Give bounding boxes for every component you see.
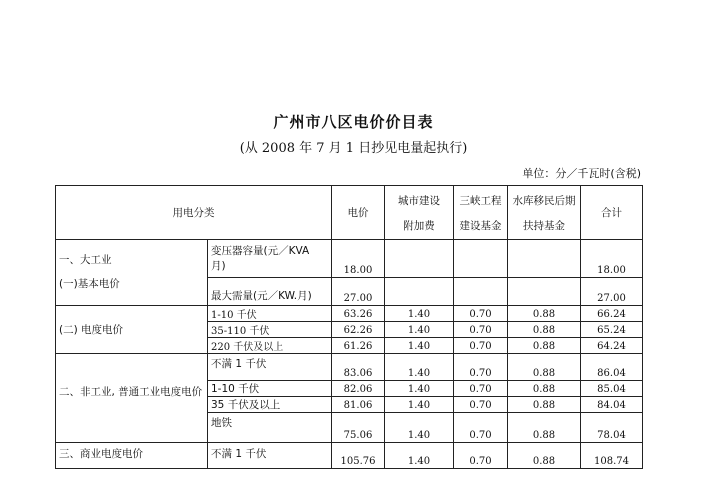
cell-price: 81.06 bbox=[332, 397, 385, 413]
cell-reservoir: 0.88 bbox=[508, 306, 581, 322]
table-row bbox=[56, 306, 643, 322]
cell-city-fee bbox=[385, 278, 454, 306]
row-sub-line2: 月) bbox=[211, 259, 226, 272]
section-energy-price: (二) 电度电价 bbox=[56, 306, 208, 354]
cell-price: 82.06 bbox=[332, 381, 385, 397]
cell-total: 66.24 bbox=[581, 306, 643, 322]
cell-price: 83.06 bbox=[332, 354, 385, 381]
header-city-fee bbox=[385, 186, 454, 240]
cell-reservoir: 0.88 bbox=[508, 381, 581, 397]
cell-city-fee: 1.40 bbox=[385, 443, 454, 469]
cell-city-fee: 1.40 bbox=[385, 397, 454, 413]
cell-reservoir bbox=[508, 278, 581, 306]
cell-city-fee: 1.40 bbox=[385, 381, 454, 397]
header-total: 合计 bbox=[581, 186, 643, 240]
header-three-gorges bbox=[454, 186, 508, 240]
table-row bbox=[56, 443, 643, 469]
cell-three-gorges: 0.70 bbox=[454, 397, 508, 413]
cell-total: 65.24 bbox=[581, 322, 643, 338]
section-large-industry bbox=[56, 240, 208, 306]
price-table bbox=[55, 185, 643, 469]
cell-total: 78.04 bbox=[581, 413, 643, 443]
row-sub-label: 不满 1 千伏 bbox=[208, 354, 332, 381]
cell-three-gorges bbox=[454, 278, 508, 306]
cell-price: 27.00 bbox=[332, 278, 385, 306]
cell-total: 18.00 bbox=[581, 240, 643, 278]
cell-price: 61.26 bbox=[332, 338, 385, 354]
row-sub-line1: 变压器容量(元／KVA bbox=[211, 244, 310, 257]
header-three-gorges-line1: 三峡工程 bbox=[459, 194, 502, 207]
document-subtitle: (从 2008 年 7 月 1 日抄见电量起执行) bbox=[239, 141, 468, 156]
cell-three-gorges: 0.70 bbox=[454, 443, 508, 469]
header-city-fee-line2: 附加费 bbox=[403, 219, 435, 232]
cell-total: 108.74 bbox=[581, 443, 643, 469]
cell-total: 64.24 bbox=[581, 338, 643, 354]
cell-three-gorges: 0.70 bbox=[454, 413, 508, 443]
cell-total: 86.04 bbox=[581, 354, 643, 381]
cell-price: 62.26 bbox=[332, 322, 385, 338]
table-row bbox=[56, 240, 643, 278]
table-row bbox=[56, 354, 643, 381]
header-price: 电价 bbox=[332, 186, 385, 240]
row-sub-label: 1-10 千伏 bbox=[208, 306, 332, 322]
section-commercial: 三、商业电度电价 bbox=[56, 443, 208, 469]
cell-city-fee: 1.40 bbox=[385, 306, 454, 322]
cell-three-gorges: 0.70 bbox=[454, 322, 508, 338]
cell-three-gorges: 0.70 bbox=[454, 381, 508, 397]
cell-reservoir: 0.88 bbox=[508, 354, 581, 381]
row-sub-label: 35 千伏及以上 bbox=[208, 397, 332, 413]
row-sub-label: 1-10 千伏 bbox=[208, 381, 332, 397]
cell-city-fee: 1.40 bbox=[385, 354, 454, 381]
document-title: 广州市八区电价价目表 bbox=[273, 113, 434, 131]
header-three-gorges-line2: 建设基金 bbox=[459, 219, 502, 232]
row-sub-label bbox=[208, 240, 332, 278]
cell-city-fee: 1.40 bbox=[385, 338, 454, 354]
header-city-fee-line1: 城市建设 bbox=[398, 194, 440, 207]
unit-note: 单位：分／千瓦时(含税) bbox=[522, 167, 641, 180]
cell-total: 84.04 bbox=[581, 397, 643, 413]
cell-price: 63.26 bbox=[332, 306, 385, 322]
cell-reservoir: 0.88 bbox=[508, 322, 581, 338]
cell-price: 75.06 bbox=[332, 413, 385, 443]
cell-total: 27.00 bbox=[581, 278, 643, 306]
cell-reservoir: 0.88 bbox=[508, 397, 581, 413]
row-sub-label: 35-110 千伏 bbox=[208, 322, 332, 338]
header-reservoir bbox=[508, 186, 581, 240]
cell-reservoir: 0.88 bbox=[508, 443, 581, 469]
cell-three-gorges: 0.70 bbox=[454, 354, 508, 381]
cell-price: 18.00 bbox=[332, 240, 385, 278]
section-non-industry: 二、非工业, 普通工业电度电价 bbox=[56, 354, 208, 443]
row-sub-label: 不满 1 千伏 bbox=[208, 443, 332, 469]
section-basic-price-label: (一)基本电价 bbox=[59, 278, 120, 290]
cell-reservoir bbox=[508, 240, 581, 278]
cell-city-fee bbox=[385, 240, 454, 278]
cell-three-gorges: 0.70 bbox=[454, 338, 508, 354]
header-category: 用电分类 bbox=[56, 186, 332, 240]
row-sub-label: 地铁 bbox=[208, 413, 332, 443]
cell-total: 85.04 bbox=[581, 381, 643, 397]
cell-reservoir: 0.88 bbox=[508, 338, 581, 354]
section-large-industry-label: 一、大工业 bbox=[59, 254, 112, 266]
cell-city-fee: 1.40 bbox=[385, 322, 454, 338]
cell-price: 105.76 bbox=[332, 443, 385, 469]
row-sub-label: 220 千伏及以上 bbox=[208, 338, 332, 354]
cell-three-gorges bbox=[454, 240, 508, 278]
header-reservoir-line2: 扶持基金 bbox=[523, 219, 565, 232]
row-sub-label: 最大需量(元／KW.月) bbox=[208, 278, 332, 306]
table-header-row bbox=[56, 186, 643, 240]
cell-reservoir: 0.88 bbox=[508, 413, 581, 443]
cell-city-fee: 1.40 bbox=[385, 413, 454, 443]
header-reservoir-line1: 水库移民后期 bbox=[512, 194, 576, 207]
cell-three-gorges: 0.70 bbox=[454, 306, 508, 322]
